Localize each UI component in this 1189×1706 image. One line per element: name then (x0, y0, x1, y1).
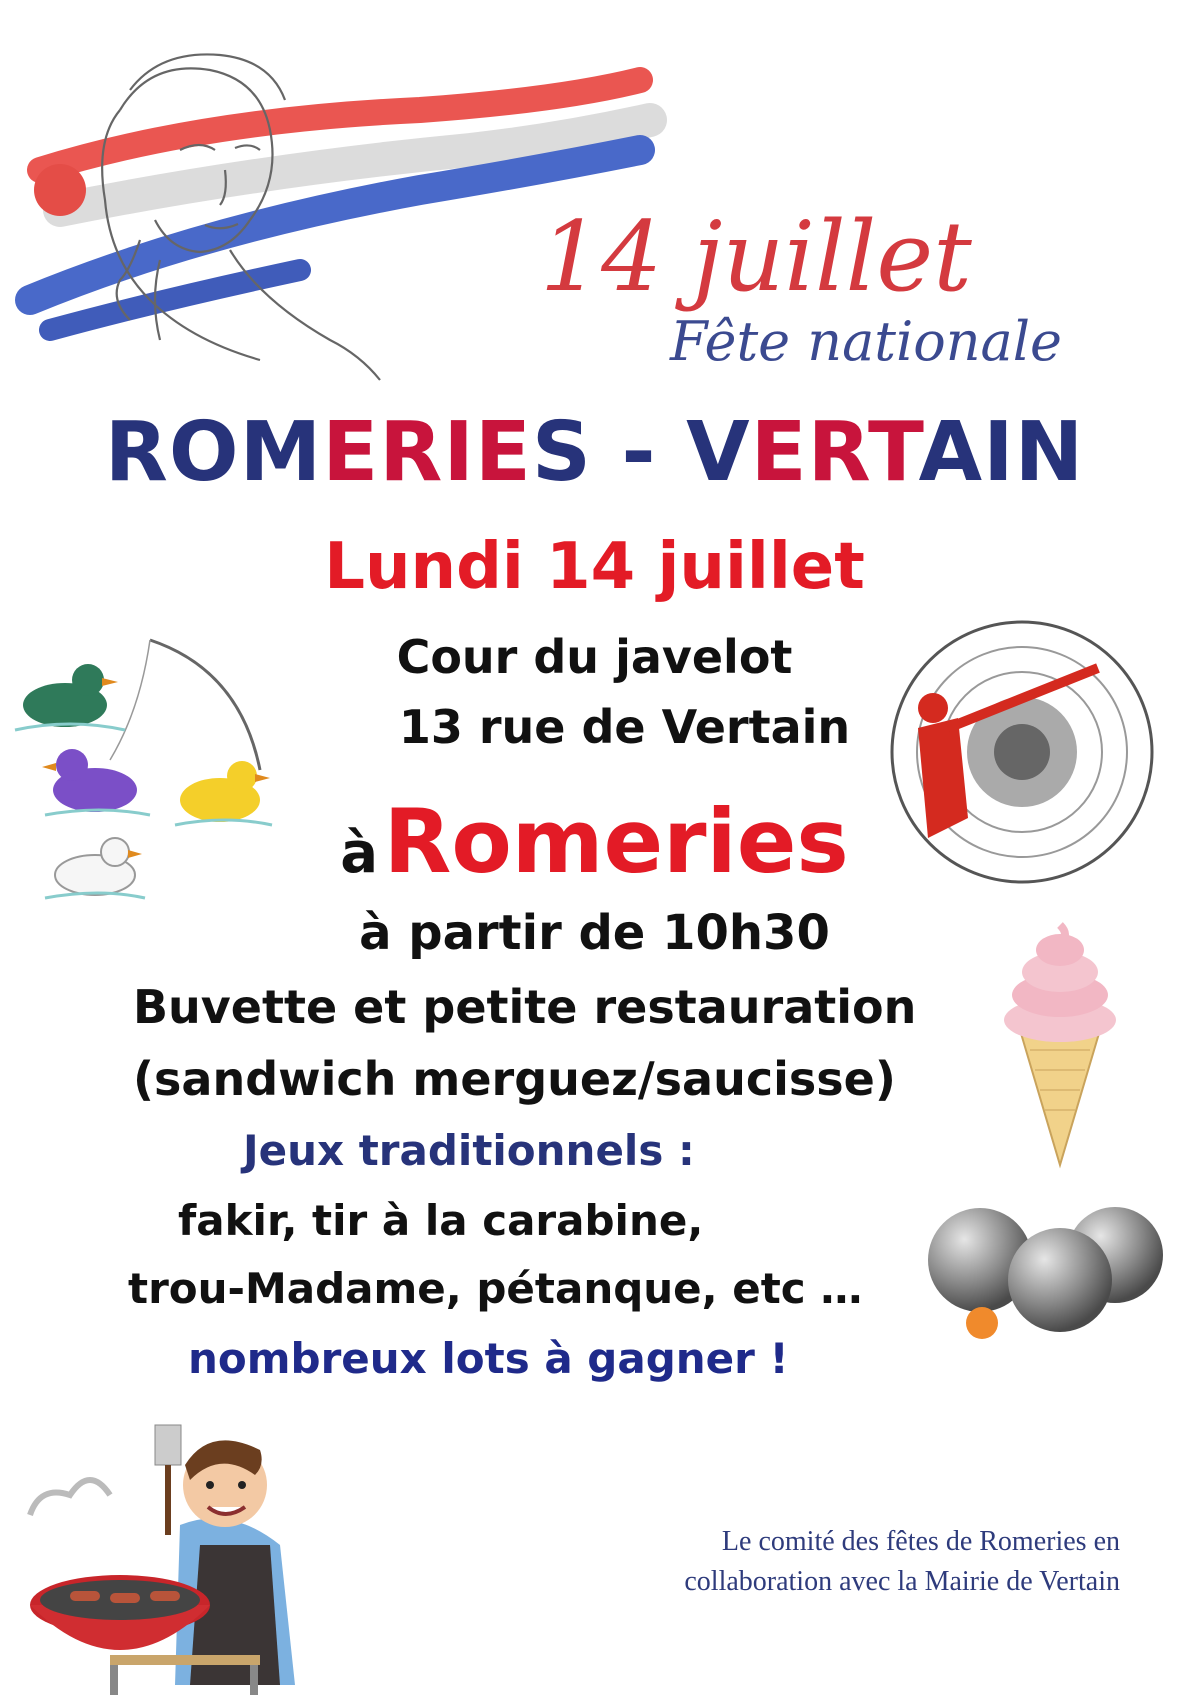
event-date: Lundi 14 juillet (324, 530, 865, 604)
shooting-target (888, 618, 1156, 886)
heading-part: AIN (918, 405, 1085, 500)
title-script-text: 14 juillet (540, 201, 972, 313)
heading-part: ERT (750, 405, 919, 500)
committee-line-1: Le comité des fêtes de Romeries en (721, 1526, 1120, 1557)
games-line-1: fakir, tir à la carabine, (178, 1196, 704, 1245)
games-line-2: trou-Madame, pétanque, etc … (128, 1264, 863, 1313)
heading-part: ERIE (322, 405, 532, 500)
event-venue: Cour du javelot (396, 630, 793, 684)
spatula-icon (155, 1425, 181, 1465)
green-duck-icon (15, 664, 125, 730)
committee-credit (560, 1522, 1120, 1602)
cochonnet-icon (966, 1307, 998, 1339)
committee-line-2: collaboration avec la Mairie de Vertain (684, 1566, 1120, 1597)
duck-fishing-game (10, 630, 280, 910)
petanque-balls (910, 1205, 1170, 1345)
ice-cream-cone (995, 920, 1125, 1170)
white-duck-icon (45, 838, 145, 898)
smoke-icon (30, 1480, 110, 1515)
fishing-rod-icon (150, 640, 260, 770)
heading-part: ROM (104, 405, 323, 500)
town-prefix: à (340, 821, 378, 886)
event-address: 13 rue de Vertain (398, 700, 851, 754)
yellow-duck-icon (175, 761, 272, 825)
prizes-text: nombreux lots à gagner ! (188, 1334, 789, 1383)
town-name: Romeries (383, 790, 849, 893)
purple-duck-icon (42, 749, 150, 815)
boule-icon (1008, 1228, 1112, 1332)
food-text: (sandwich merguez/saucisse) (133, 1052, 896, 1106)
games-title: Jeux traditionnels : (243, 1126, 695, 1175)
event-start-time: à partir de 10h30 (359, 905, 830, 961)
page-title (0, 405, 1189, 500)
subtitle-script-text: Fête nationale (670, 310, 1062, 373)
barbecue-chef (10, 1405, 310, 1695)
header-title (520, 190, 1080, 390)
heading-part: S - V (531, 405, 751, 500)
buvette-text: Buvette et petite restauration (133, 980, 917, 1034)
